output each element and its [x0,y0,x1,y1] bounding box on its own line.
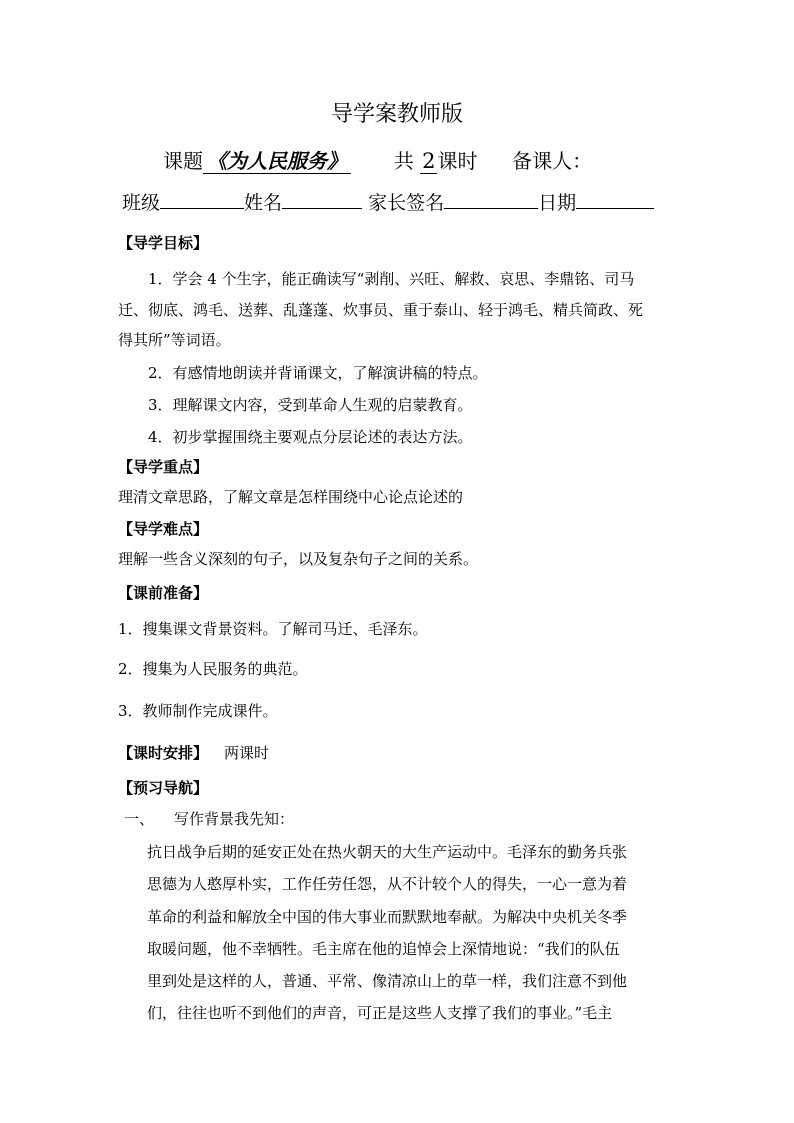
prep-item-2: 2．搜集为人民服务的典范。 [118,660,308,678]
name-label: 姓名 [244,192,283,214]
parent-label: 家长签名 [368,192,445,214]
preview-line-6: 们，往往也听不到他们的声音，可正是这些人支撑了我们的事业。”毛主 [147,1004,613,1022]
key-point-text: 理清文章思路，了解文章是怎样围绕中心论点论述的 [118,488,464,506]
preparer-label: 备课人： [512,149,593,173]
preview-line-1: 抗日战争后期的延安正处在热火朝天的大生产运动中。毛泽东的勤务兵张 [147,843,628,861]
preview-line-5: 里到处是这样的人，普通、平常、像清凉山上的草一样，我们注意不到他 [147,972,628,990]
goal-1-line-3: 得其所”等词语。 [118,331,231,349]
class-blank[interactable] [160,188,244,209]
schedule-row [118,742,269,764]
course-name: 《为人民服务》 [203,149,351,174]
lesson-total-prefix: 共 [393,149,414,173]
prep-heading: 【课前准备】 [118,584,209,602]
course-line [163,147,592,175]
prep-item-1: 1．搜集课文背景资料。了解司马迁、毛泽东。 [118,620,428,638]
name-blank[interactable] [282,188,362,209]
preview-sub-num: 一、 [124,810,155,828]
key-point-heading: 【导学重点】 [118,458,209,476]
preview-sub-title: 写作背景我先知： [174,810,295,828]
difficulty-heading: 【导学难点】 [118,520,209,538]
info-line [122,188,654,217]
course-label: 课题 [163,149,203,173]
goal-4: 4．初步掌握围绕主要观点分层论述的表达方法。 [148,428,473,446]
lesson-total-num: 2 [422,149,436,173]
preview-line-4: 取暖问题，他不幸牺牲。毛主席在他的追悼会上深情地说：“我们的队伍 [147,940,620,958]
lesson-total-suffix: 课时 [437,149,478,173]
goals-heading: 【导学目标】 [118,234,209,252]
date-label: 日期 [538,192,577,214]
goal-1-line-2: 迁、彻底、鸿毛、送葬、乱蓬蓬、炊事员、重于泰山、轻于鸿毛、精兵简政、死 [118,301,644,319]
schedule-heading: 【课时安排】 [118,744,209,762]
preview-heading: 【预习导航】 [118,779,209,797]
goal-3: 3．理解课文内容，受到革命人生观的启蒙教育。 [148,396,473,414]
goal-1-line-1: 1．学会 4 个生字，能正确读写“剥削、兴旺、解救、哀思、李鼎铭、司马 [148,270,635,288]
preview-line-3: 革命的利益和解放全中国的伟大事业而默默地奉献。为解决中央机关冬季 [147,908,628,926]
parent-blank[interactable] [444,188,538,209]
schedule-value: 两课时 [224,744,270,762]
class-label: 班级 [122,192,161,214]
date-blank[interactable] [576,188,654,209]
difficulty-text: 理解一些含义深刻的句子，以及复杂句子之间的关系。 [118,550,479,568]
goal-2: 2．有感情地朗读并背诵课文，了解演讲稿的特点。 [148,364,488,382]
prep-item-3: 3．教师制作完成课件。 [118,702,278,720]
page-title: 导学案教师版 [330,102,463,127]
preview-line-2: 思德为人憨厚朴实，工作任劳任怨，从不计较个人的得失，一心一意为着 [147,875,628,893]
